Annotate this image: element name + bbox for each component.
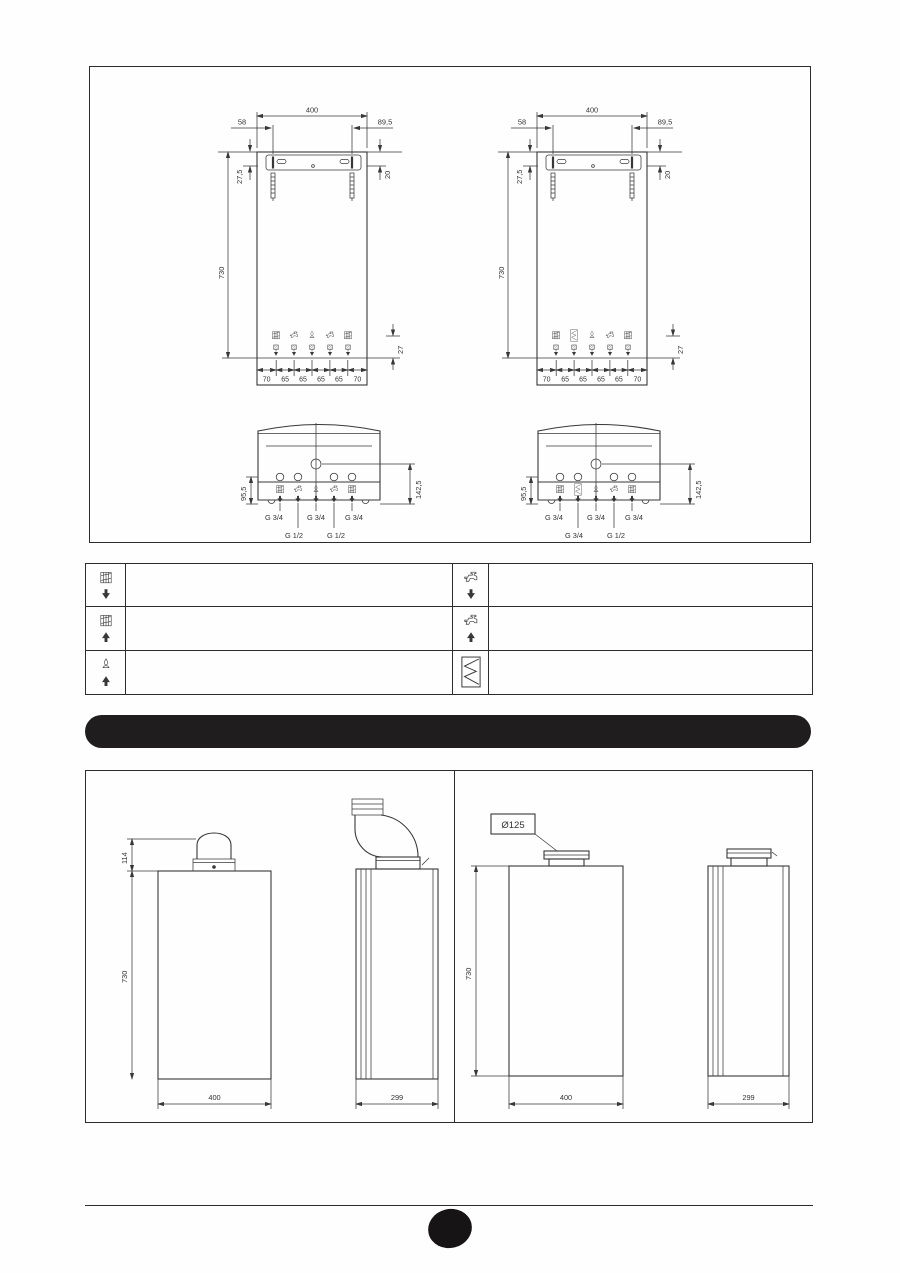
conn-label: G 3/4 — [564, 531, 584, 540]
conn-label: G 3/4 — [306, 513, 326, 522]
radiator-icon — [628, 486, 635, 493]
dim-depth: 95,5 — [239, 486, 248, 501]
boiler-views-panel — [85, 770, 813, 1123]
page-number-dot — [424, 1204, 476, 1252]
arrow-down-icon — [331, 496, 336, 502]
bottom-view-drawing-1 — [239, 423, 423, 540]
dim-spacing: 65 — [281, 376, 289, 384]
tap-icon — [326, 332, 333, 338]
conn-label: G 1/2 — [326, 531, 346, 540]
dim-cap-height: 114 — [120, 852, 129, 864]
dim-spacing: 65 — [615, 376, 623, 384]
dim-top-width: 400 — [585, 105, 599, 115]
dim-spacing: 70 — [633, 376, 642, 384]
tap-icon — [330, 486, 337, 492]
dim-depth: 299 — [390, 1093, 404, 1102]
dim-drop-right: 20 — [663, 170, 672, 179]
arrow-down-icon — [349, 496, 354, 502]
tap-icon — [290, 332, 297, 338]
connection-point-icon — [274, 345, 279, 356]
dim-height: 730 — [464, 967, 473, 980]
dimension-drawings-panel — [89, 66, 811, 543]
dim-spacing: 65 — [335, 376, 343, 384]
section-header-bar — [85, 715, 811, 748]
radiator-icon — [272, 332, 279, 339]
templates-drawing — [90, 67, 810, 542]
wall-template-drawing-2 — [497, 106, 685, 386]
dim-anchor-left: 58 — [237, 117, 247, 127]
radiator-up-icon — [86, 607, 126, 650]
footer-rule — [85, 1205, 813, 1206]
connection-icons-row — [552, 330, 631, 356]
boiler-front-view-1 — [120, 833, 271, 1109]
drill-bit-icon — [271, 173, 275, 201]
legend-text-cell — [126, 564, 453, 607]
mounting-bracket — [266, 155, 361, 170]
dim-depth: 299 — [742, 1093, 755, 1102]
heat-exchanger-icon — [453, 651, 489, 694]
connection-point-icon — [310, 345, 315, 356]
dim-height: 730 — [120, 970, 129, 983]
connection-point-icon — [328, 345, 333, 356]
conn-label: G 3/4 — [544, 513, 564, 522]
radiator-icon — [348, 486, 355, 493]
dim-flue: 142,5 — [414, 480, 423, 499]
gas-flame-icon — [310, 331, 315, 337]
legend-text-cell — [489, 607, 812, 650]
dim-spacing: 65 — [317, 376, 325, 384]
connection-icons-row — [272, 331, 351, 356]
conn-label: G 3/4 — [264, 513, 284, 522]
dim-spacing: 70 — [542, 376, 551, 384]
tap-down-icon — [453, 564, 489, 607]
boiler-front-view-2 — [464, 814, 623, 1109]
connection-point-icon — [292, 345, 297, 356]
mounting-bracket — [546, 155, 641, 170]
dim-drop-left: 27,5 — [515, 169, 524, 184]
conn-label: G 3/4 — [624, 513, 644, 522]
connection-point-icon — [572, 345, 577, 356]
dim-height: 730 — [497, 266, 506, 279]
arrow-down-icon — [295, 496, 300, 502]
arrow-down-icon — [611, 496, 616, 502]
wall-template-drawing-1 — [217, 106, 405, 386]
connection-point-icon — [608, 345, 613, 356]
tap-icon — [610, 486, 617, 492]
dim-width: 400 — [559, 1093, 573, 1102]
radiator-icon — [556, 486, 563, 493]
dim-spacing: 65 — [579, 376, 587, 384]
arrow-down-icon — [277, 496, 282, 502]
panel-divider — [454, 771, 455, 1122]
arrow-down-icon — [593, 496, 598, 502]
dim-spacing: 70 — [353, 376, 362, 384]
legend-text-cell — [489, 651, 812, 694]
dim-anchor-right: 89,5 — [657, 117, 673, 127]
dim-conn-offset: 27 — [396, 345, 405, 354]
dim-height: 730 — [217, 266, 226, 279]
radiator-icon — [624, 332, 631, 339]
radiator-icon — [276, 486, 283, 493]
tap-icon — [294, 486, 301, 492]
connection-point-icon — [590, 345, 595, 356]
arrow-down-icon — [313, 496, 318, 502]
arrow-down-icon — [557, 496, 562, 502]
boiler-side-view-1 — [352, 799, 438, 1109]
drill-bit-icon — [551, 173, 555, 201]
radiator-icon — [344, 332, 351, 339]
radiator-down-icon — [86, 564, 126, 607]
conn-label: G 1/2 — [606, 531, 626, 540]
connection-point-icon — [554, 345, 559, 356]
conn-label: G 3/4 — [344, 513, 364, 522]
gas-up-icon — [86, 651, 126, 694]
conn-label: G 1/2 — [284, 531, 304, 540]
gas-flame-icon — [590, 331, 595, 337]
arrow-down-icon — [575, 496, 580, 502]
dim-conn-offset: 27 — [676, 345, 685, 354]
dim-spacing: 70 — [262, 376, 271, 384]
dim-anchor-left: 58 — [517, 117, 527, 127]
dim-spacing: 65 — [597, 376, 605, 384]
dim-anchor-right: 89,5 — [377, 117, 393, 127]
dim-width: 400 — [208, 1093, 221, 1102]
boiler-side-view-2 — [708, 849, 789, 1109]
heat-exchanger-icon — [571, 330, 578, 342]
connection-point-icon — [346, 345, 351, 356]
heat-exchanger-icon — [575, 484, 582, 496]
legend-text-cell — [126, 607, 453, 650]
legend-text-cell — [489, 564, 812, 607]
dim-top-width: 400 — [305, 105, 319, 115]
legend-table — [85, 563, 813, 695]
conn-label: G 3/4 — [586, 513, 606, 522]
dim-flue: 142,5 — [694, 480, 703, 499]
dim-depth: 95,5 — [519, 486, 528, 501]
dim-drop-right: 20 — [383, 170, 392, 179]
bottom-view-drawing-2 — [519, 423, 703, 540]
drill-bit-icon — [350, 173, 354, 201]
radiator-icon — [552, 332, 559, 339]
boiler-views-drawing — [86, 771, 812, 1122]
connection-point-icon — [626, 345, 631, 356]
tap-icon — [606, 332, 613, 338]
tap-up-icon — [453, 607, 489, 650]
dim-spacing: 65 — [561, 376, 569, 384]
drill-bit-icon — [630, 173, 634, 201]
dim-spacing: 65 — [299, 376, 307, 384]
dim-drop-left: 27,5 — [235, 169, 244, 184]
flue-diameter-label: Ø125 — [501, 820, 525, 831]
arrow-down-icon — [629, 496, 634, 502]
legend-text-cell — [126, 651, 453, 694]
